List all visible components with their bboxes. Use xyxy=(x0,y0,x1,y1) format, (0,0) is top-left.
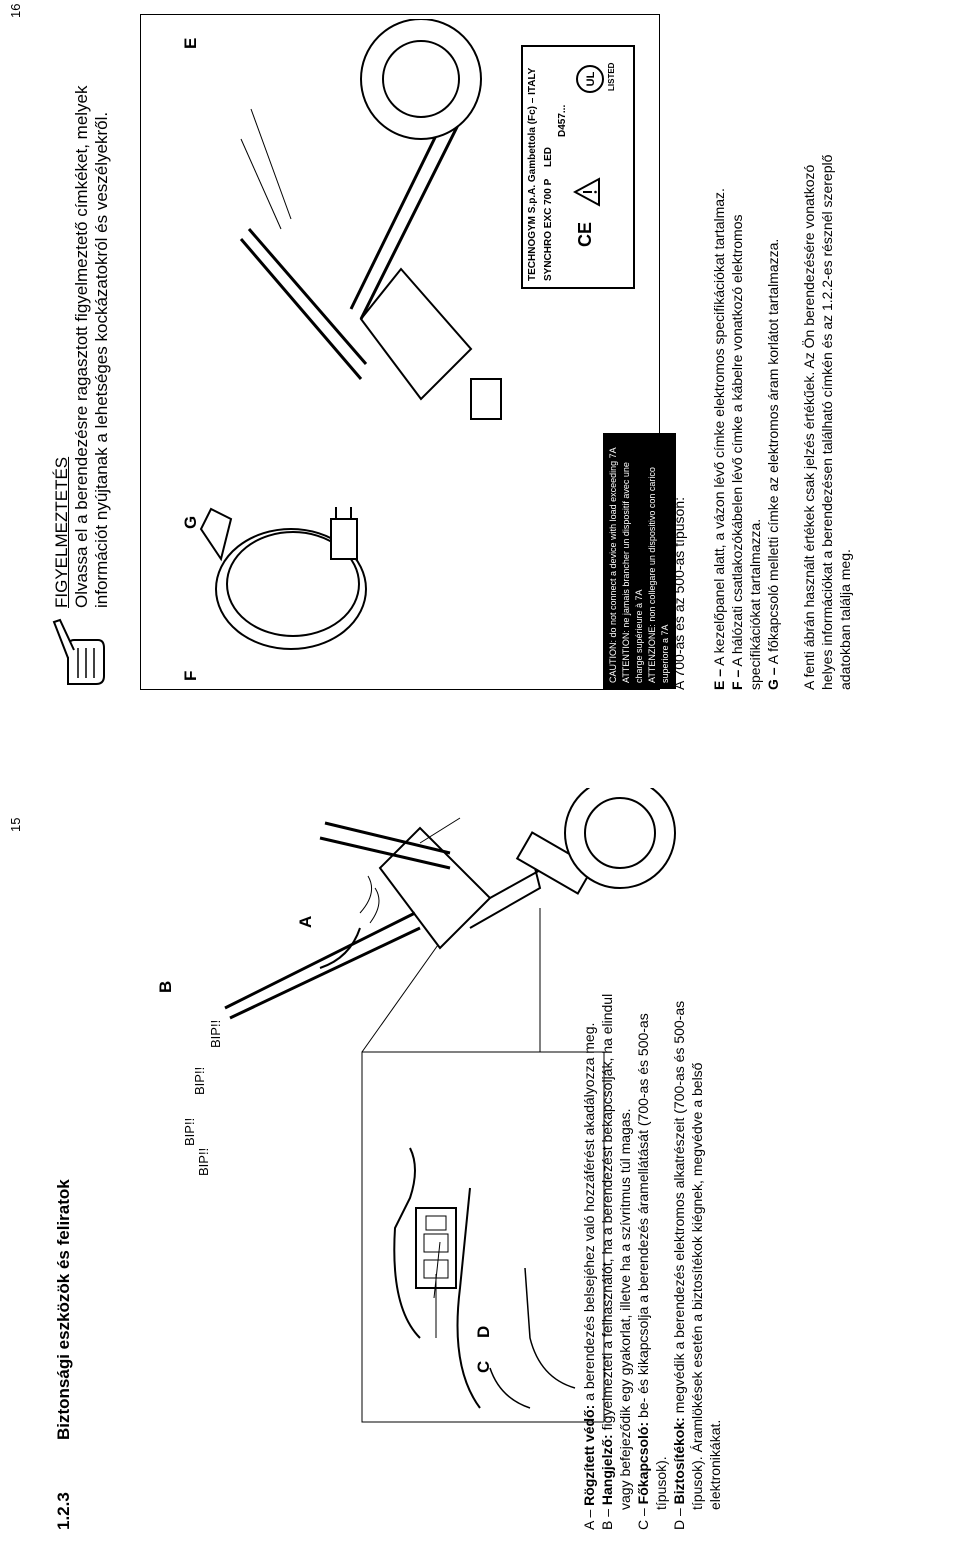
label-b: B xyxy=(156,980,175,993)
list-item: B – Hangjelző: figyelmezteti a felhasználót, ha a berendezést bekapcsolják, ha elindul xyxy=(599,993,615,1530)
list-item: E – A kezelőpanel alatt, a vázon lévő címke elektromos specifikációkat tartalmaz. xyxy=(711,188,727,690)
section-title: Biztonsági eszközök és feliratok xyxy=(54,1179,73,1440)
label-d: D xyxy=(474,1325,493,1338)
list-item-continuation: vagy befejeződik egy gyakorlat, illetve ha a szívritmus túl magas. xyxy=(617,1108,633,1510)
type-note: A 700-as és az 500-as típuson: xyxy=(671,496,687,690)
page-number-left: 15 xyxy=(8,817,23,832)
ul-mark-icon xyxy=(575,61,605,97)
label-e: E xyxy=(181,37,200,49)
list-item-continuation: típusok). Áramlökések esetén a biztosítékok kiégnek, megvédve a belső xyxy=(689,1062,705,1510)
note-paragraph: A fenti ábrán használt értékek csak jelzés értékűek. Az Ön berendezésére vonatkozó helyes információkat a berendezésen található címkén és az 1.2.2-es résznél szereplő adatokban találja meg. xyxy=(801,154,853,690)
bip-label: BIP!! xyxy=(208,1019,223,1048)
ce-mark-icon: CE xyxy=(575,221,595,247)
rating-plate: TECHNOGYM S.p.A. Gambettola (Fc) – ITALY SYNCHRO EXC 700 P LED D457... CE UL LISTED xyxy=(521,45,635,289)
safety-devices-list xyxy=(580,810,724,1530)
warning-line-2: információt nyújtanak a lehetséges kockázatokról és veszélyekről. xyxy=(92,111,111,608)
label-g: G xyxy=(181,515,200,529)
bip-label: BIP!! xyxy=(182,1117,197,1146)
page-number-right: 16 xyxy=(8,3,23,18)
labels-figure xyxy=(140,14,670,690)
warning-title: FIGYELMEZTETÉS xyxy=(52,456,71,608)
warning-triangle-icon xyxy=(573,177,601,207)
label-c: C xyxy=(474,1360,493,1373)
pointing-hand-icon xyxy=(48,618,108,688)
list-item-continuation: típusok). xyxy=(653,1456,669,1510)
list-item-continuation: specifikációkat tartalmazza. xyxy=(747,518,763,690)
labels-list xyxy=(710,18,782,690)
label-f: F xyxy=(181,670,200,681)
list-item: A – Rögzített védő: a berendezés belsejéhez való hozzáférést akadályozza meg. xyxy=(581,1022,597,1530)
list-item: D – Biztosítékok: megvédik a berendezés elektromos alkatrészeit (700-as és 500-as xyxy=(671,1000,687,1530)
machine-drawing-right xyxy=(221,19,521,439)
section-number: 1.2.3 xyxy=(54,1492,73,1530)
label-a: A xyxy=(296,915,315,928)
warning-line-1: Olvassa el a berendezésre ragasztott figyelmeztető címkéket, melyek xyxy=(72,85,91,608)
bip-label: BIP!! xyxy=(196,1147,211,1176)
list-item: G – A főkapcsoló melletti címke az elektromos áram korlátot tartalmazza. xyxy=(765,238,781,690)
caution-label: CAUTION: do not connect a device with load exceeding 7A ATTENTION: ne jamais brancher un dispositif avec une charge supérieure à 7A ATTENZIONE: non collegare un dispositivo con carico superiore a 7A xyxy=(603,433,676,689)
bip-label: BIP!! xyxy=(192,1066,207,1095)
svg-text:UL: UL xyxy=(585,71,597,87)
list-item-continuation: elektronikákat. xyxy=(707,1419,723,1510)
power-cord-drawing xyxy=(181,439,381,679)
list-item: C – Főkapcsoló: be- és kikapcsolja a berendezés áramellátását (700-as és 500-as xyxy=(635,1013,651,1530)
list-item: F – A hálózati csatlakozókábelen lévő címke a kábelre vonatkozó elektromos xyxy=(729,214,745,690)
